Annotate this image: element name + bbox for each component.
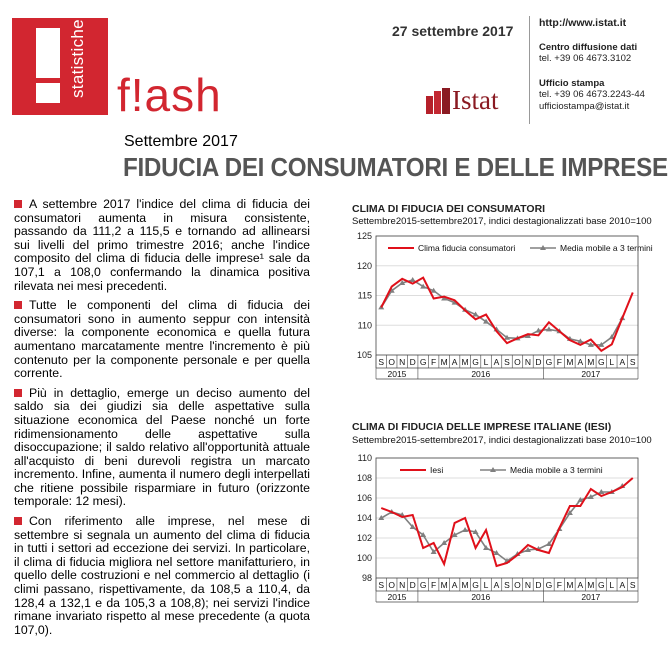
x-tick-label: M <box>566 357 574 367</box>
report-title: FIDUCIA DEI CONSUMATORI E DELLE IMPRESE <box>123 152 668 182</box>
x-tick-label: F <box>431 357 437 367</box>
x-tick-label: A <box>493 357 500 367</box>
summary-paragraph: Con riferimento alle imprese, nel mese di settembre si segnala un aumento del clima di fiducia in tutti i settori ad eccezione dei servizi. In particolare, il clima di fiducia migliora nel settore manifatturiero, in quello delle costruzioni e nel commercio al dettaglio (i climi passano, rispettivamente, da 108,5 a 110,4, da 128,4 a 132,1 e da 105,3 a 108,8); nei servizi l'indice rimane invariato rispetto al mese precedente (a quota 107,0). <box>14 514 310 637</box>
red-square-bullet-icon <box>14 301 22 309</box>
red-square-bullet-icon <box>14 389 22 397</box>
legend-main-label: Clima fiducia consumatori <box>418 243 516 253</box>
flash-brand: f!ash <box>117 69 222 121</box>
x-tick-label: O <box>388 580 396 590</box>
x-tick-label: M <box>566 580 574 590</box>
y-tick-label: 98 <box>361 573 372 583</box>
x-tick-label: A <box>577 580 584 590</box>
year-label: 2017 <box>581 369 601 379</box>
main-series-line <box>381 278 633 351</box>
x-tick-label: G <box>598 580 605 590</box>
y-tick-label: 104 <box>356 513 372 523</box>
moving-average-line <box>381 280 622 345</box>
release-date: 27 settembre 2017 <box>392 23 514 39</box>
summary-paragraph: A settembre 2017 l'indice del clima di fiducia dei consumatori aumenta in misura consistente, passando da 111,2 a 115,5 e tornando ad allinearsi sui livelli del primo trimestre 2016; anche l'indice composito del clima di fiducia delle imprese¹ sale da 107,1 a 108,0 confermando la dinamica positiva rilevata nei mesi precedenti. <box>14 197 310 293</box>
istat-wordmark: Istat <box>452 85 499 115</box>
x-tick-label: M <box>461 580 469 590</box>
centro-diffusione-tel: tel. +39 06 4673.3102 <box>539 53 632 64</box>
ufficio-stampa-email[interactable]: ufficiostampa@istat.it <box>539 100 630 112</box>
x-tick-label: S <box>378 580 385 590</box>
x-tick-label: G <box>598 357 605 367</box>
x-tick-label: D <box>409 580 416 590</box>
istat-url-link[interactable]: http://www.istat.it <box>539 17 627 29</box>
x-tick-label: G <box>419 580 427 590</box>
x-tick-label: L <box>609 580 615 590</box>
business-chart-title: CLIMA DI FIDUCIA DELLE IMPRESE ITALIANE (IESI) <box>352 421 612 433</box>
x-tick-label: S <box>629 357 636 367</box>
y-tick-label: 115 <box>357 290 372 301</box>
consumer-chart-subtitle: Settembre2015-settembre2017, indici destagionalizzati base 2010=100 <box>352 216 652 227</box>
x-tick-label: S <box>378 357 385 367</box>
x-tick-label: A <box>493 580 500 590</box>
x-tick-label: M <box>440 580 448 590</box>
red-square-bullet-icon <box>14 200 22 208</box>
x-tick-label: A <box>619 357 626 367</box>
y-tick-label: 102 <box>356 533 372 543</box>
y-tick-label: 106 <box>356 493 372 503</box>
y-tick-label: 110 <box>357 320 372 331</box>
x-tick-label: A <box>451 357 458 367</box>
legend-average-label: Media mobile a 3 termini <box>560 243 653 253</box>
contacts-block <box>539 18 645 112</box>
year-label: 2016 <box>471 369 491 379</box>
x-tick-label: O <box>388 357 396 367</box>
x-tick-label: S <box>504 580 510 590</box>
centro-diffusione-label: Centro diffusione dati <box>539 41 638 53</box>
x-tick-label: O <box>514 357 521 367</box>
x-tick-label: A <box>577 357 584 367</box>
x-tick-label: D <box>535 357 542 367</box>
x-tick-label: O <box>514 580 521 590</box>
y-tick-label: 125 <box>356 231 372 241</box>
x-tick-label: A <box>619 580 626 590</box>
exclamation-mark-dot <box>36 83 60 103</box>
x-tick-label: M <box>587 357 595 367</box>
y-tick-label: 108 <box>356 473 372 483</box>
year-label: 2017 <box>581 592 601 602</box>
legend-main-label: Iesi <box>430 465 444 475</box>
x-tick-label: D <box>535 580 542 590</box>
main-series-line <box>381 478 633 566</box>
y-tick-label: 110 <box>357 453 372 463</box>
summary-text-column <box>14 198 310 643</box>
exclamation-mark-bar <box>36 28 60 78</box>
year-label: 2015 <box>387 592 407 602</box>
statistiche-logo <box>12 18 108 115</box>
summary-paragraph: Tutte le componenti del clima di fiducia dei consumatori sono in aumento seppur con intensità diverse: la componente economica e quella futura aumentano marcatamente mentre l'incremento è più contenuto per la componente personale e per quella corrente. <box>14 298 310 381</box>
x-tick-label: N <box>399 357 406 367</box>
business-confidence-chart <box>340 450 660 620</box>
y-tick-label: 100 <box>356 553 372 563</box>
consumer-confidence-chart <box>340 228 660 393</box>
report-month: Settembre 2017 <box>124 133 238 150</box>
x-tick-label: S <box>504 357 510 367</box>
red-square-bullet-icon <box>14 517 22 525</box>
summary-paragraph: Più in dettaglio, emerge un deciso aumento del saldo sia dei giudizi sia delle aspettative sulla situazione economica del Paese nonché un forte ridimensionamento delle aspettative sulla disoccupazione; il saldo relativo all'opportunità attuale all'acquisto di beni durevoli registra un marcato incremento. Infine, aumenta il numero degli interpellati che ritiene possibile risparmiare in futuro (orizzonte temporale: 12 mesi). <box>14 385 310 509</box>
x-tick-label: M <box>461 357 469 367</box>
x-tick-label: L <box>609 357 615 367</box>
x-tick-label: G <box>419 357 427 367</box>
business-chart-subtitle: Settembre2015-settembre2017, indici destagionalizzati base 2010=100 <box>352 435 652 446</box>
x-tick-label: N <box>524 580 532 590</box>
logo-vertical-text: statistiche <box>68 19 87 98</box>
x-tick-label: L <box>483 357 489 367</box>
x-tick-label: S <box>629 580 636 590</box>
legend-average-label: Media mobile a 3 termini <box>510 465 603 475</box>
x-tick-label: F <box>556 580 563 590</box>
header-divider <box>529 16 530 124</box>
x-tick-label: N <box>524 357 532 367</box>
x-tick-label: F <box>556 357 563 367</box>
y-tick-label: 120 <box>356 260 372 271</box>
x-tick-label: D <box>409 357 416 367</box>
moving-average-marker <box>462 527 468 532</box>
year-label: 2016 <box>471 592 491 602</box>
ufficio-stampa-label: Ufficio stampa <box>539 77 605 89</box>
x-tick-label: G <box>545 357 553 367</box>
x-tick-label: M <box>587 580 595 590</box>
istat-logo-icon <box>426 88 450 114</box>
x-tick-label: A <box>451 580 458 590</box>
x-tick-label: F <box>431 580 437 590</box>
x-tick-label: G <box>545 580 553 590</box>
ufficio-stampa-tel: tel. +39 06 4673.2243-44 <box>539 89 645 100</box>
x-tick-label: L <box>483 580 489 590</box>
consumer-chart-title: CLIMA DI FIDUCIA DEI CONSUMATORI <box>352 203 546 215</box>
x-tick-label: M <box>440 357 448 367</box>
year-label: 2015 <box>387 369 407 379</box>
x-tick-label: G <box>472 580 479 590</box>
y-tick-label: 105 <box>356 350 372 360</box>
x-tick-label: N <box>399 580 406 590</box>
x-tick-label: G <box>472 357 479 367</box>
